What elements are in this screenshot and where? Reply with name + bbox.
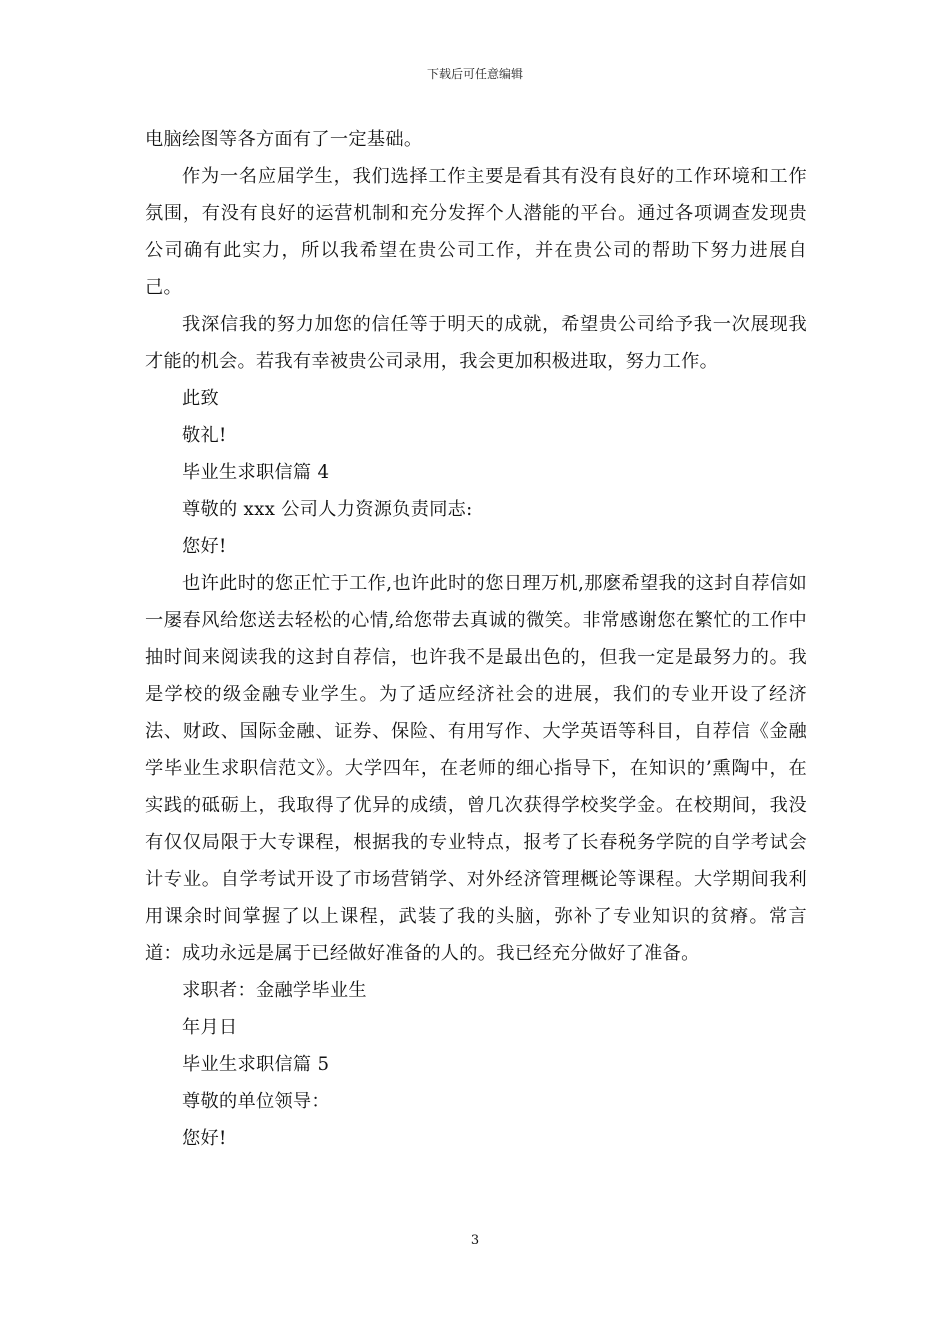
salutation-line: 敬礼! — [182, 425, 227, 446]
date-line: 年月日 — [182, 1017, 238, 1038]
addressee-line: 尊敬的 xxx 公司人力资源负责同志: — [182, 499, 473, 520]
signature-line: 求职者：金融学毕业生 — [182, 980, 367, 1001]
paragraph: 作为一名应届学生，我们选择工作主要是看其有没有良好的工作环境和工作氛围，有没有良好的运营机制和充分发挥个人潜能的平台。通过各项调查发现贵公司确有此实力，所以我希望在贵公司工作，并在贵公司的帮助下努力进展自己。 — [145, 166, 807, 298]
section-title: 毕业生求职信篇 5 — [182, 1054, 330, 1075]
page-number: 3 — [470, 1233, 480, 1248]
paragraph: 我深信我的努力加您的信任等于明天的成就，希望贵公司给予我一次展现我才能的机会。若我有幸被贵公司录用，我会更加积极进取，努力工作。 — [145, 314, 807, 372]
document-body — [145, 121, 807, 1157]
page-header: 下载后可任意编辑 — [426, 67, 523, 81]
greeting-line: 您好! — [182, 1128, 227, 1149]
addressee-line: 尊敬的单位领导： — [182, 1091, 330, 1112]
paragraph: 电脑绘图等各方面有了一定基础。 — [145, 129, 423, 150]
greeting-line: 您好! — [182, 536, 227, 557]
section-title: 毕业生求职信篇 4 — [182, 462, 330, 483]
paragraph: 也许此时的您正忙于工作,也许此时的您日理万机,那麽希望我的这封自荐信如一屡春风给您送去轻松的心情,给您带去真诚的微笑。非常感谢您在繁忙的工作中抽时间来阅读我的这封自荐信，也许我不是最出色的，但我一定是最努力的。我是学校的级金融专业学生。为了适应经济社会的进展，我们的专业开设了经济法、财政、国际金融、证券、保险、有用写作、大学英语等科目，自荐信《金融学毕业生求职信范文》。大学四年，在老师的细心指导下，在知识的’熏陶中，在实践的砥砺上，我取得了优异的成绩，曾几次获得学校奖学金。在校期间，我没有仅仅局限于大专课程，根据我的专业特点，报考了长春税务学院的自学考试会计专业。自学考试开设了市场营销学、对外经济管理概论等课程。大学期间我利用课余时间掌握了以上课程，武装了我的头脑，弥补了专业知识的贫瘠。常言道：成功永远是属于已经做好准备的人的。我已经充分做好了准备。 — [145, 573, 807, 964]
closing-line: 此致 — [182, 388, 219, 409]
